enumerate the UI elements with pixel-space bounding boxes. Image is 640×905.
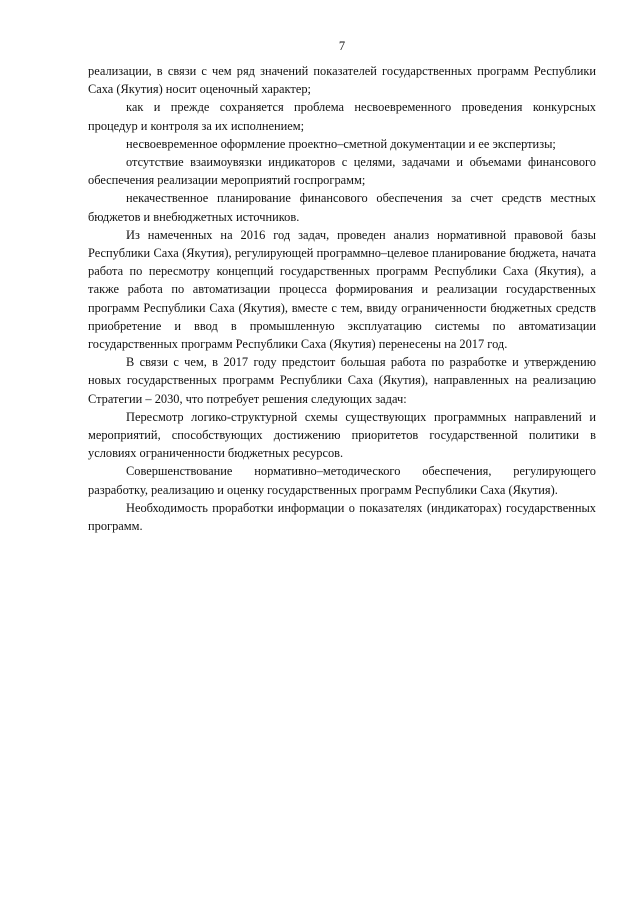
paragraph-2: как и прежде сохраняется проблема несвоевременного проведения конкурсных процедур и контроля за их исполнением; <box>88 100 596 133</box>
document-body <box>88 62 596 535</box>
paragraph-1: реализации, в связи с чем ряд значений показателей государственных программ Республики Саха (Якутия) носит оценочный характер; <box>88 64 596 97</box>
paragraph-8: Пересмотр логико-структурной схемы существующих программных направлений и мероприятий, способствующих достижению приоритетов государственной политики в условиях ограниченности бюджетных ресурсов. <box>88 409 596 461</box>
paragraph-5: некачественное планирование финансового обеспечения за счет средств местных бюджетов и внебюджетных источников. <box>88 191 596 224</box>
paragraph-3: несвоевременное оформление проектно–сметной документации и ее экспертизы; <box>126 136 556 151</box>
paragraph-10: Необходимость проработки информации о показателях (индикаторах) государственных программ. <box>88 500 596 534</box>
page-number: 7 <box>338 39 346 53</box>
paragraph-4: отсутствие взаимоувязки индикаторов с целями, задачами и объемами финансового обеспечения реализации мероприятий госпрограмм; <box>88 155 596 188</box>
paragraph-7: В связи с чем, в 2017 году предстоит большая работа по разработке и утверждению новых государственных программ Республики Саха (Якутия), направленных на реализацию Стратегии – 2030, что потребует решения следующих задач: <box>88 355 596 406</box>
paragraph-9: Совершенствование нормативно–методического обеспечения, регулирующего разработку, реализацию и оценку государственных программ Республики Саха (Якутия). <box>88 464 596 497</box>
paragraph-6: Из намеченных на 2016 год задач, проведен анализ нормативной правовой базы Республики Саха (Якутия), регулирующей программно–целевое планирование бюджета, начата работа по пересмотру концепций государственных программ Республики Саха (Якутия), а также работа по автоматизации процесса формирования и реализации государственных программ Республики Саха (Якутия), вместе с тем, ввиду ограниченности бюджетных средств приобретение и ввод в промышленную эксплуатацию системы по автоматизации государственных программ Республики Саха (Якутия) перенесены на 2017 год. <box>88 227 596 352</box>
